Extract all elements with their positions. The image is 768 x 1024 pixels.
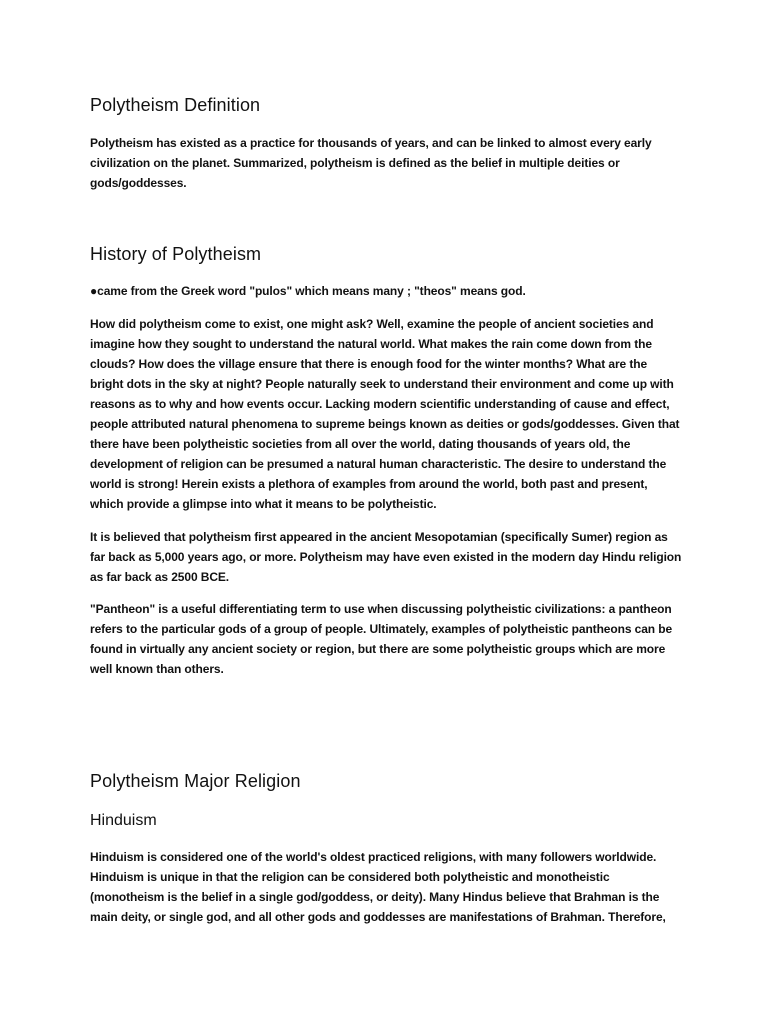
definition-paragraph: Polytheism has existed as a practice for thousands of years, and can be linked to almost every early civilization on the planet. Summarized, polytheism is defined as the belief in multiple deities or gods/goddesses. (90, 136, 652, 190)
history-bullet: ●came from the Greek word "pulos" which means many ; "theos" means god. (90, 284, 526, 298)
subsection-title-hinduism: Hinduism (90, 812, 157, 829)
section-title-definition: Polytheism Definition (90, 95, 261, 115)
section-title-major-religion: Polytheism Major Religion (90, 771, 301, 791)
history-paragraph-3: "Pantheon" is a useful differentiating term to use when discussing polytheistic civilizations: a pantheon refers to the particular gods of a group of people. Ultimately, examples of polytheistic pantheons can be found in virtually any ancient society or region, but there are some polytheistic groups which are more well known than others. (90, 602, 673, 676)
history-paragraph-2: It is believed that polytheism first appeared in the ancient Mesopotamian (specifically Sumer) region as far back as 5,000 years ago, or more. Polytheism may have even existed in the modern day Hindu religion as far back as 2500 BCE. (90, 530, 682, 584)
hinduism-paragraph: Hinduism is considered one of the world's oldest practiced religions, with many followers worldwide. Hinduism is unique in that the religion can be considered both polytheistic and monotheistic (monotheism is the belief in a single god/goddess, or deity). Many Hindus believe that Brahman is the main deity, or single god, and all other gods and goddesses are manifestations of Brahman. Therefore, (90, 850, 666, 924)
history-paragraph-1: How did polytheism come to exist, one might ask? Well, examine the people of ancient societies and imagine how they sought to understand the natural world. What makes the rain come down from the clouds? How does the village ensure that there is enough food for the winter months? What are the bright dots in the sky at night? People naturally seek to understand their environment and come up with reasons as to why and how events occur. Lacking modern scientific understanding of cause and effect, people attributed natural phenomena to supreme beings known as deities or gods/goddesses. Given that there have been polytheistic societies from all over the world, dating thousands of years old, the development of religion can be presumed a natural human characteristic. The desire to understand the world is strong! Herein exists a plethora of examples from around the world, both past and present, which provide a glimpse into what it means to be polytheistic. (90, 317, 680, 511)
section-title-history: History of Polytheism (90, 244, 262, 264)
